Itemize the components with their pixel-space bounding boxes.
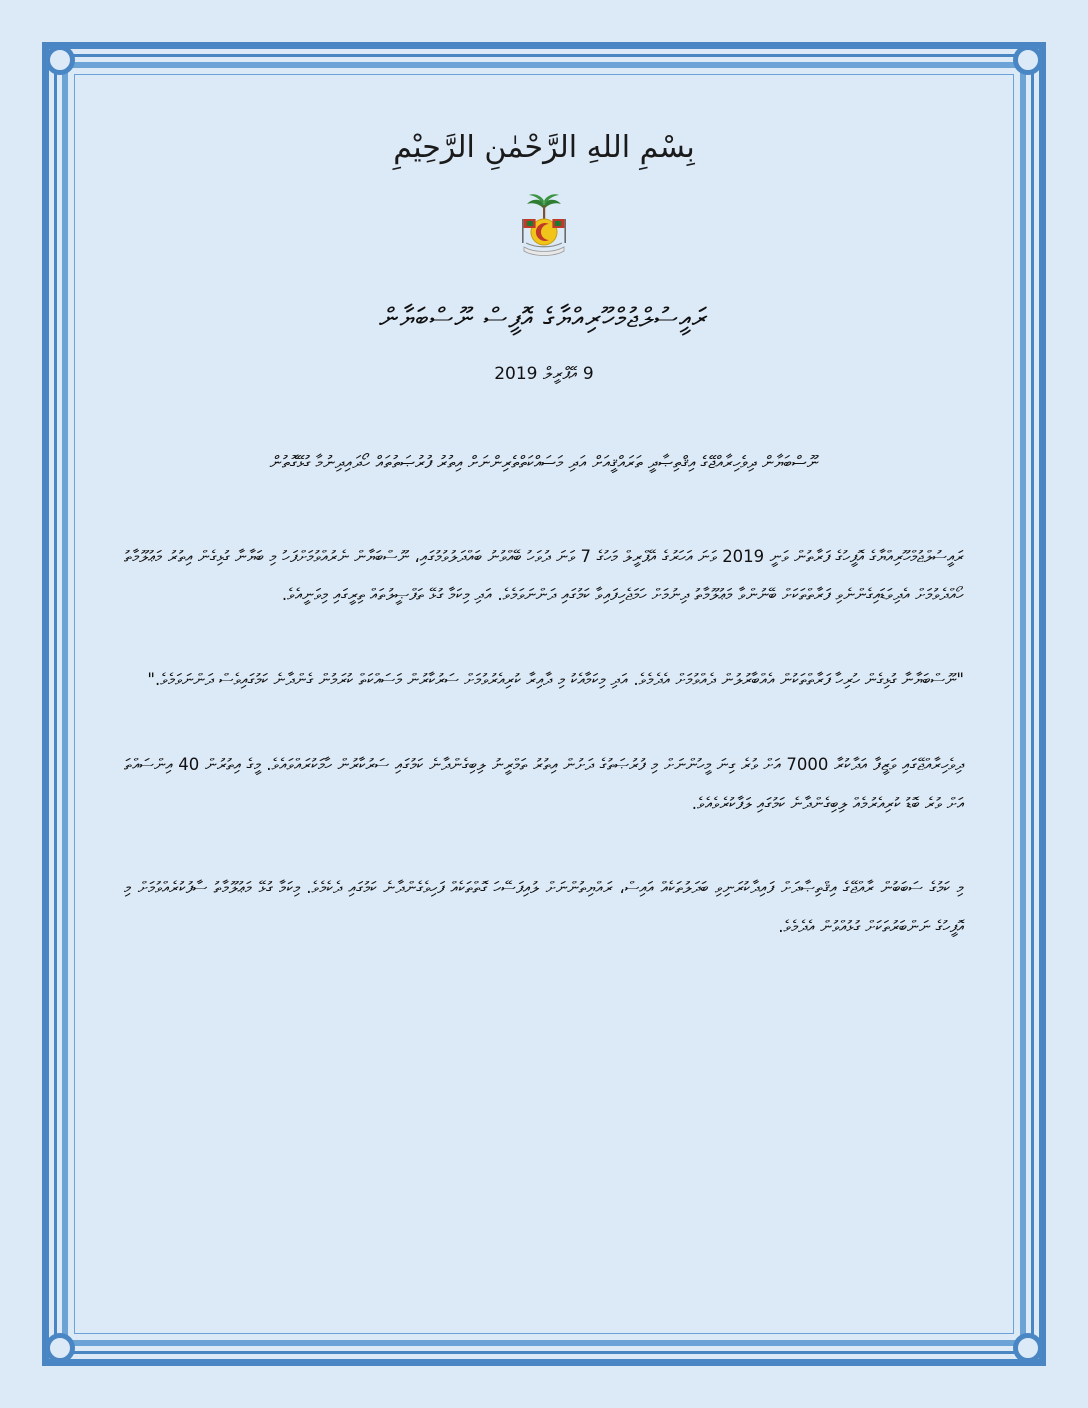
document-paragraph-1: ރައީސުލްޖުމްހޫރިއްޔާގެ އޮފީހުގެ ފަރާތުން ވަނީ 2019 ވަނަ އަހަރުގެ އޭޕްރީލް މަހުގެ 7 ވަނަ ދުވަހު ބޭއްވުނު ބައްދަލުވުމުގައި، ނޫސްބަޔާން ނެރުއްވުމަށްފަހު މި ބަޔާނާ ގުޅިގެން އިތުރު މަޢުލޫމާތު ހޯއްދެވުމަށް އެދިވަޑައިގެންނެވި ފަރާތްތަކަށް ބޭނުންވާ މަޢުލޫމާތު ދިނުމަށް ހަމަޖެހިފައިވާ ކަމުގައި ދަންނަވަމެވެ. އަދި މިކަމާ ގުޅޭ ތަފްޞީލުތައް ތިރީގައި މިވަނީއެވެ. <box>124 546 964 605</box>
maldives-state-emblem-icon <box>512 191 576 265</box>
document-headline: ނޫސްބަޔާން ދިވެހިރާއްޖޭގެ އިޤްތިޞާދީ ތަރައްޤީއަށް އަދި މަސައްކަތްތެރިންނަށް އިތުރު ފުރުޞަތުތައް ހޯދައިދިނުމާ ގުޅޭގޮތުން <box>269 452 819 473</box>
corner-ornament-top-right <box>1013 45 1043 75</box>
document-paragraph-4: މި ކަމުގެ ސަބަބުން ރާއްޖޭގެ އިޤްތިޞާދަށް ފައިދާކުރަނިވި ބަދަލުތަކެއް އައިސް، ރައްޔިތުންނަށް ލުއިފަސޭހަ ގޮތްތަކެއް ފަހިވެގެންދާނެ ކަމުގައި ދެކެމެވެ. މިކަމާ ގުޅޭ މަޢުލޫމާތު ސާފުކުރެއްވުމަށް މި އޮފީހުގެ ނަންބަރުތަކަށް ގުޅުއްވުން އެދެމެވެ. <box>124 878 964 937</box>
document-content <box>100 100 988 947</box>
document-date: 9 އޭޕްރީލް 2019 <box>494 363 594 384</box>
corner-ornament-bottom-left <box>45 1333 75 1363</box>
corner-ornament-top-left <box>45 45 75 75</box>
page-title: ރައީސުލްޖުމްހޫރިއްޔާގެ އޮފީސް ނޫސްބަޔާން <box>379 303 709 334</box>
document-paragraph-3: ދިވެހިރާއްޖޭގައި ވަޒީފާ އަދާކުރާ 7000 އަށް ވުރެ ގިނަ މީހުންނަށް މި ފުރުޞަތުގެ ދަށުން އިތުރު ތަމްރީނު ލިބިގެންދާނެ ކަމުގައި ސަރުކާރުން ހާމަކުރައްވައެވެ. މީގެ އިތުރުން 40 އިންސައްތަ އަށް ވުރެ ބޮޑު ކުރިއެރުމެއް ލިބިގެންދާނެ ކަމުގައި ލަފާކުރެވެއެވެ. <box>124 754 965 813</box>
document-paragraph-2: "ނޫސްބަޔާނާ ގުޅިގެން ހުރިހާ ފަރާތްތަކުން އެއްބާރުލުން ދެއްވުމަށް އެދެމެވެ. އަދި މިކަމާއެކު މި ދާއިރާ ކުރިއެރުވުމަށް ސަރުކާރުން މަސައްކަތް ކުރަމުން ގެންދާނެ ކަމުގައިވެސް ދަންނަވަމެވެ." <box>147 670 964 690</box>
bismillah-text: بِسْمِ اللهِ الرَّحْمٰنِ الرَّحِيْمِ <box>393 130 695 165</box>
corner-ornament-bottom-right <box>1013 1333 1043 1363</box>
